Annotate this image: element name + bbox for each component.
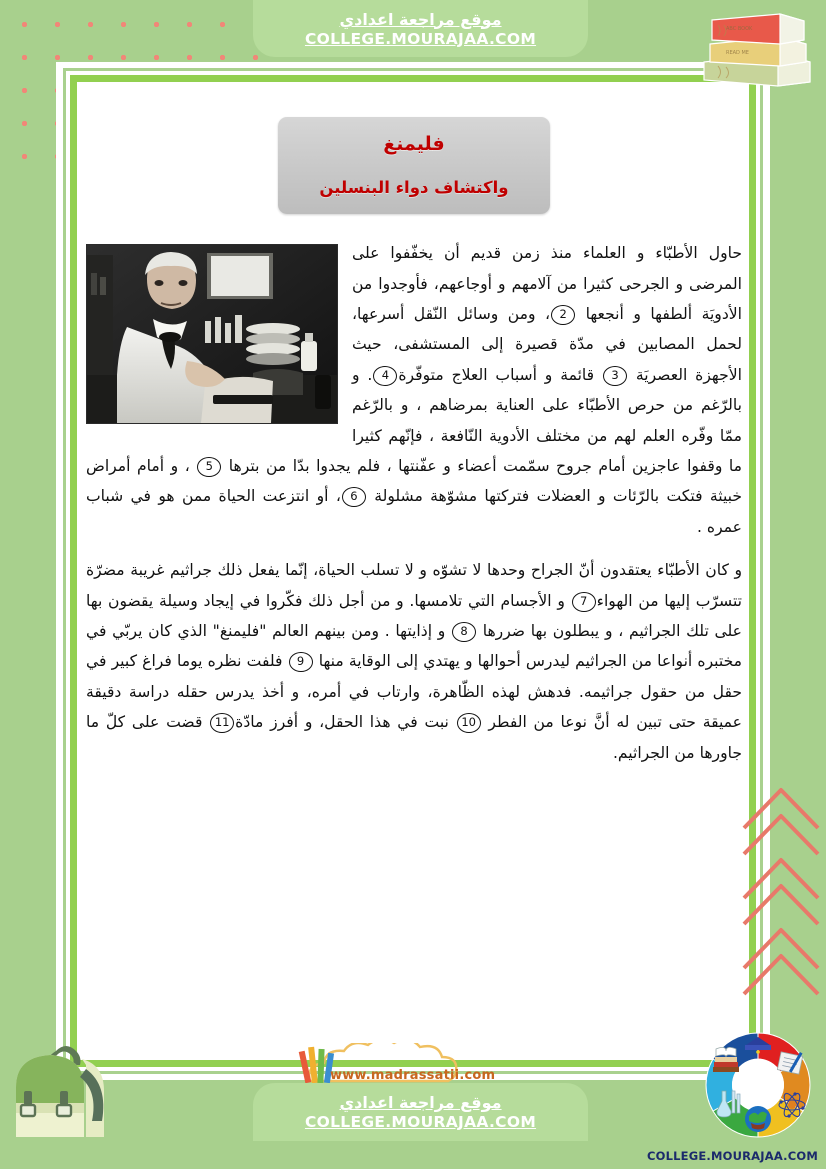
left-green-band [0, 0, 56, 1169]
footnote-marker: 7 [572, 592, 596, 612]
header-site-url: COLLEGE.MOURAJAA.COM [304, 29, 537, 48]
header-arabic-title: موقع مراجعة اعدادي [339, 9, 502, 29]
svg-text:READ ME: READ ME [726, 50, 749, 56]
header-banner [253, 0, 588, 57]
madrassatii-watermark: www.madrassatii.com [330, 1068, 496, 1083]
footnote-marker: 11 [210, 713, 234, 733]
document-content [86, 92, 742, 1052]
footnote-marker: 8 [452, 622, 476, 642]
footnote-marker: 2 [551, 305, 575, 325]
lesson-body [86, 238, 742, 781]
footnote-marker: 5 [197, 457, 221, 477]
footnote-marker: 6 [342, 487, 366, 507]
chevron-up-decoration [736, 780, 826, 1010]
svg-text:ABC BOOK: ABC BOOK [726, 26, 753, 32]
paragraph-1: حاول الأطبّاء و العلماء منذ زمن قديم أن يخفّفوا على المرضى و الجرحى كثيرا من آلامهم و أوجاعهم، فأوجدوا من الأدويَة ألطفها و أنجعها 2، ومن وسائل النّقل أسرعها، لحمل المصابين في مدّة قصيرة إلى المستشفى، حيث الأجهزة العصريَة 3 قائمة و أسباب العلاج متوفّرة4. و بالرّغم من حرص الأطبّاء على العناية بمرضاهم ، و بالرّغم ممّا وفّره العلم لهم من مختلف الأدوية النّافعة ، فإنّهم كثيرا ما وقفوا عاجزين أمام جروح سمّمت أعضاء و عفّنتها ، فلم يجدوا بدّا من بترها 5 ، و أمام أمراض خبيثة فتكت بالرّئات و العضلات فتركتها مشوّهة مشلولة 6، أو انتزعت الحياة ممن هو في شباب عمره . [86, 244, 743, 536]
lesson-title-subtitle: واكتشاف دواء البنسلين [319, 177, 509, 197]
footer-site-url: COLLEGE.MOURAJAA.COM [304, 1113, 537, 1131]
stack-of-books-icon [682, 6, 818, 90]
footer-banner [253, 1083, 588, 1141]
corner-watermark: COLLEGE.MOURAJAA.COM [646, 1149, 818, 1163]
fleming-photograph [86, 244, 338, 424]
footnote-marker: 9 [289, 652, 313, 672]
lesson-title-main: فليمنغ [383, 133, 445, 155]
footnote-marker: 3 [603, 366, 627, 386]
footnote-marker: 4 [373, 366, 397, 386]
education-wheel-icon [702, 1029, 814, 1141]
footnote-marker: 10 [457, 713, 481, 733]
paragraph-2: و كان الأطبّاء يعتقدون أنّ الجراح وحدها لا تشوّه و لا تسلب الحياة، إنّما يفعل ذلك جراثيم غريبة مضرّة تتسرّب إليها من الهواء7 و الأجسام التي تلامسها. و من أجل ذلك فكّروا في إيجاد وسيلة يقضون بها على تلك الجراثيم ، و يبطلون بها ضررها 8 و إذايتها . ومن بينهم العالم "فليمنغ" الذي كان يربّي في مختبره أنواعا من الجراثيم ليدرس أحوالها و يهتدي إلى الوقاية منها 9 فلفت نظره يوما فراغ كبير في حقل من حقول جراثيمه. فدهش لهذه الظّاهرة، وارتاب في أمره، و أخذ يدرس حقله دراسة دقيقة عميقة حتى تبين له أنَّ نوعا من الفطر 10 نبت في هذا الحقل، و أفرز مادّة11 قضت على كلّ ما جاورها من الجراثيم. [86, 561, 742, 762]
footer-arabic-title: موقع مراجعة اعدادي [339, 1093, 502, 1112]
backpack-icon [4, 1033, 122, 1141]
lesson-title-plaque [278, 117, 550, 214]
